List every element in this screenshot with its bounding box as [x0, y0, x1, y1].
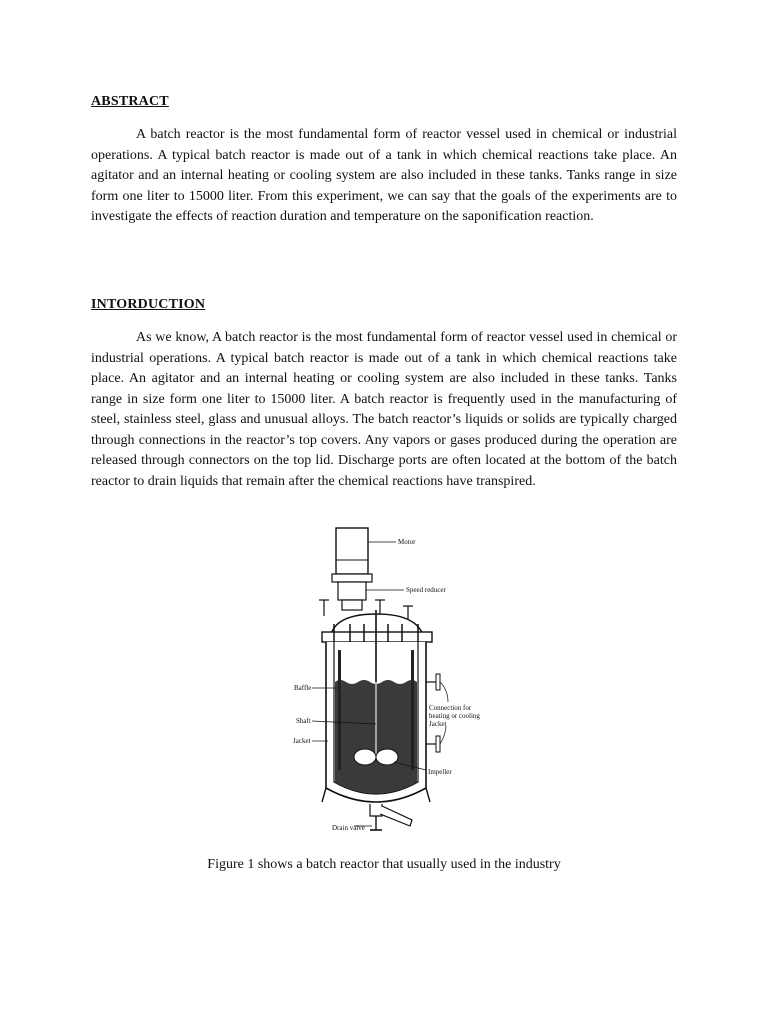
abstract-heading: ABSTRACT [91, 94, 169, 109]
label-impeller: Impeller [428, 768, 452, 776]
impeller-right [376, 749, 398, 765]
abstract-paragraph: A batch reactor is the most fundamental form of reactor vessel used in chemical or industrial operations. A typical batch reactor is made out of a tank in which chemical reactions take place. An agitator and an internal heating or cooling system are also included in these tanks. Tanks range in size form one liter to 15000 liter. From this experiment, we can say that the goals of the experiments are to investigate the effects of reaction duration and temperature on the saponification reaction. [91, 127, 677, 224]
speed-reducer [338, 582, 366, 600]
label-connection-line-1: Connection for [429, 704, 472, 712]
figure-caption: Figure 1 shows a batch reactor that usually used in the industry [207, 857, 561, 872]
label-connection-line-3: Jacket [429, 720, 447, 728]
label-motor: Motor [398, 538, 416, 546]
baffle-right [411, 650, 414, 770]
motor-housing [336, 528, 368, 574]
label-speed-reducer: Speed reducer [406, 586, 446, 594]
label-jacket: Jacket [293, 737, 311, 745]
batch-reactor-diagram [276, 520, 496, 840]
label-connection-line-2: heating or cooling [429, 712, 480, 720]
impeller-left [354, 749, 376, 765]
top-flange [322, 632, 432, 642]
label-drain-valve: Drain valve [332, 824, 365, 832]
introduction-paragraph: As we know, A batch reactor is the most fundamental form of reactor vessel used in chemical or industrial operations. A typical batch reactor is made out of a tank in which chemical reactions take place. An agitator and an internal heating or cooling system are also included in these tanks. Tanks range in size form one liter to 15000 liter. A batch reactor is frequently used in the manufacturing of steel, stainless steel, glass and unusual alloys. The batch reactor’s liquids or solids are typically charged through connections in the reactor’s top covers. Any vapors or gases produced during the operation are released through connectors on the top lid. Discharge ports are often located at the bottom of the batch reactor to drain liquids that remain after the chemical reactions have transpired. [91, 330, 677, 489]
label-shaft: Shaft [296, 717, 311, 725]
introduction-heading: INTORDUCTION [91, 297, 206, 312]
label-baffle: Baffle [294, 684, 312, 692]
baffle-left [338, 650, 341, 770]
